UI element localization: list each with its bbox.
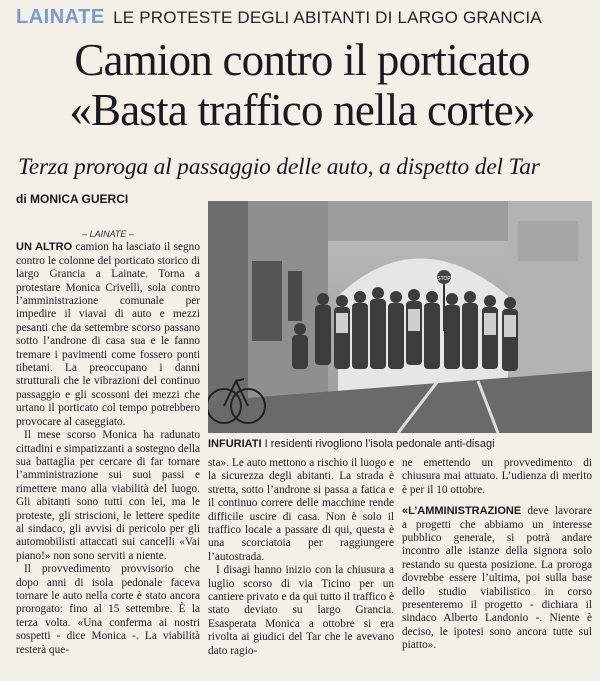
article-column-1 [16, 228, 200, 657]
paragraph: Il provvedimento provvisorio che dopo anni di isola pedonale faceva tornare le auto nella corte è stato ancora prorogato: fino al 15 settembre. È la terza volta. «Una conferma ai nostri sospetti - dice Monica -. La viabilità resterà que- [16, 563, 200, 656]
kicker-headline: LE PROTESTE DEGLI ABITANTI DI LARGO GRANCIA [113, 8, 542, 27]
paragraph [16, 241, 200, 429]
stop-sign-text: STOP [437, 276, 451, 282]
article-photo [208, 201, 592, 433]
subtitle: Terza proroga al passaggio delle auto, a dispetto del Tar [18, 154, 540, 180]
photo-illustration [208, 201, 592, 433]
photo-caption [208, 438, 594, 450]
article-column-2 [208, 457, 394, 658]
paragraph-text: deve lavorare a progetti che abbiamo un interesse pubblico generale, si potrà andare incontro alle istanze della signora solo restando su questa posizione. La proroga dovrebbe essere l’ultima, poi sulla base dello studio viabilistico in corso presenteremo il progetto - dichiara il sindaco Alberto Landonio -. Niente è deciso, le ipotesi sono ancora tutte sul piatto». [402, 505, 592, 652]
paragraph-text: camion ha lasciato il segno contro le colonne del porticato storico di largo Grancia a Lainate. Torna a protestare Monica Crivelli, sola contro l’amministrazione comunale per impedire il viavai di auto e mezzi pesanti che da settembre scorso passano sotto l’androne di casa sua e le fanno tremare i pavimenti come fossero ponti tibetani. La preoccupano i danni strutturali che le vibrazioni del continuo passaggio e gli scossoni dei mezzi che urtano il porticato col tempo potrebbero provocare al caseggiato. [16, 241, 200, 428]
paragraph: I disagi hanno inizio con la chiusura a luglio scorso di via Ticino per un cantiere privato e da qui tutto il traffico è stato deviato su largo Grancia. Esasperata Monica a ottobre si era rivolta ai giudici del Tar che le avevano dato ragio- [208, 564, 394, 657]
paragraph: sta». Le auto mettono a rischio il luogo e la sicurezza degli abitanti. La strada è stretta, sotto l’androne si passa a fatica e il continuo correre delle macchine rende difficile uscire di casa. Non è solo il traffico locale a passare di qui, questa è una scorciatoia per raggiungere l’autostrada. [208, 457, 394, 563]
article-column-3 [402, 457, 592, 653]
paragraph: ne emettendo un provvedimento di chiusura mai attuato. L’udienza di merito è per il 10 ottobre. [402, 457, 592, 496]
lead-words: «L’AMMINISTRAZIONE [402, 505, 522, 518]
headline-line-2: «Basta traffico nella corte» [69, 85, 535, 135]
lead-words: UN ALTRO [16, 241, 73, 254]
caption-label: INFURIATI [208, 438, 262, 450]
paragraph [402, 505, 592, 652]
byline: di MONICA GUERCI [16, 192, 129, 206]
paragraph: Il mese scorso Monica ha radunato cittadini e simpatizzanti a sostegno della sua battaglia per cercare di far tornare l’amministrazione sui suoi passi e rimettere mano alla viabilità del luogo. Gli abitanti sono tutti con lei, ma le proteste, gli striscioni, le lettere spedite al sindaco, gli avvisi di pericolo per gli automobilisti attaccati sui cancelli «Vai piano!» non sono serviti a niente. [16, 429, 200, 562]
dateline: – LAINATE – [82, 229, 134, 239]
kicker-location: LAINATE [16, 6, 105, 28]
headline-line-1: Camion contro il porticato [74, 35, 530, 85]
caption-text: I residenti rivogliono l’isola pedonale anti-disagi [264, 438, 495, 450]
kicker [16, 6, 596, 29]
